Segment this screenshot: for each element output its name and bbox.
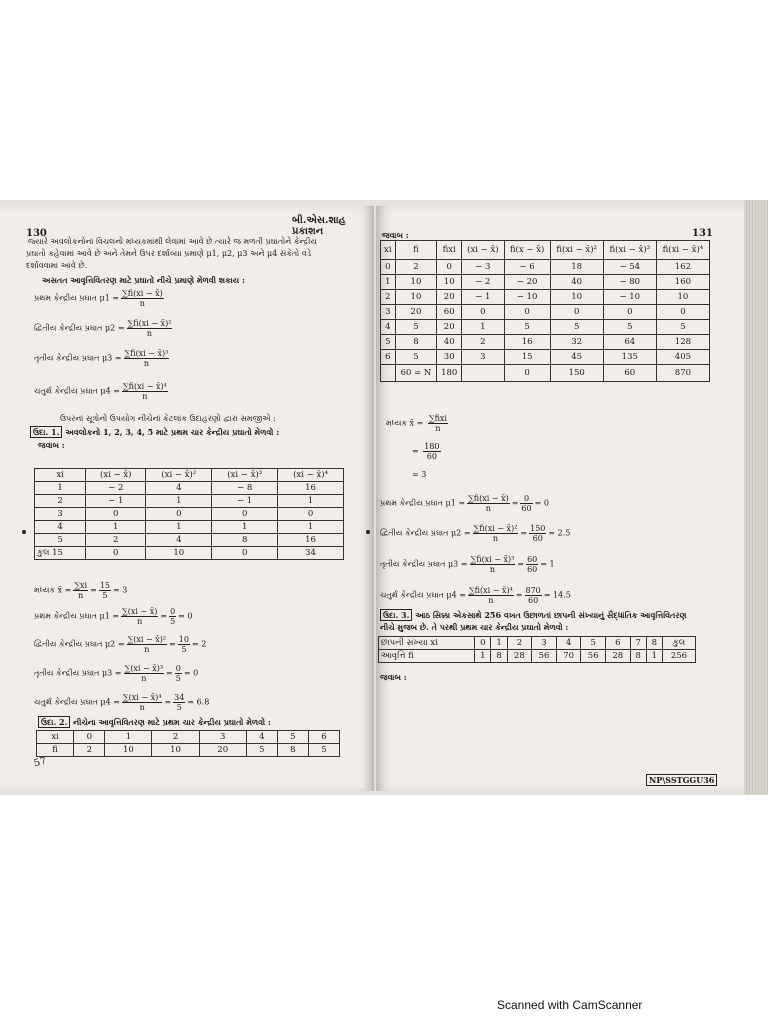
column-header: (xi − x̄)²	[146, 469, 212, 482]
table-cell: 70	[556, 650, 581, 663]
table-cell: 5	[395, 320, 437, 335]
table-cell: 0	[656, 305, 709, 320]
table-cell: − 10	[504, 290, 550, 305]
column-header: fi(x − x̄)	[504, 241, 550, 260]
example-2-text: નીચેના આવૃત્તિવિતરણ માટે પ્રથમ ચાર કેન્દ્રીય પ્રઘાતો મેળવો :	[73, 717, 271, 727]
table-cell: 405	[656, 350, 709, 365]
example-3-text: આઠ સિક્કા એકસાથે 256 વખત ઉછાળતાં છાપની સંખ્યાનું સૈદ્ધાંતિક આવૃત્તિવિતરણ	[415, 610, 687, 620]
total-cell	[462, 365, 505, 382]
table-cell: 0	[550, 305, 603, 320]
f-row	[379, 650, 696, 663]
result-formula: ચતુર્થ કેન્દ્રીય પ્રઘાત μ4 = $\frac{\text{∑(xi − x̄)⁴}}{n}$ = $\frac{34}{5}$ = 6.8	[34, 693, 210, 712]
intro-line-3: દર્શાવવામાં આવે છે.	[26, 261, 88, 270]
column-header: xi	[35, 469, 86, 482]
table-cell: 10	[395, 275, 437, 290]
table-cell: 2	[462, 335, 505, 350]
example-2-title	[38, 717, 271, 727]
table-cell: 1	[646, 650, 662, 663]
table-cell: 5	[395, 350, 437, 365]
book-spread	[0, 200, 768, 795]
table-cell: 128	[656, 335, 709, 350]
example-3-title	[380, 610, 686, 620]
moment-formula: તૃતીય કેન્દ્રીય પ્રઘાત μ3 = $\frac{\text{∑fi(xi − x̄)³}}{n}$	[34, 349, 169, 368]
table-cell: − 2	[86, 482, 146, 495]
table-cell: 5	[550, 320, 603, 335]
table-cell: 5	[656, 320, 709, 335]
table-cell: 1	[35, 482, 86, 495]
table-cell: 4	[146, 534, 212, 547]
table-cell: 10	[105, 744, 152, 757]
intro-line-2: પ્રઘાતો કહેવામાં આવે છે અને તેમને ઉપર દર્શાવ્યા પ્રમાણે μ1, μ2, μ3 અને μ4 સંકેતો વડે	[26, 249, 312, 258]
result-formula: તૃતીય કેન્દ્રીય પ્રઘાત μ3 = $\frac{\text{∑(xi − x̄)³}}{n}$ = $\frac{0}{5}$ = 0	[34, 664, 199, 683]
row-label: છાપની સંખ્યા xi	[379, 637, 475, 650]
column-header: fi(xi − x̄)⁴	[656, 241, 709, 260]
total-row	[35, 547, 344, 560]
table-cell: − 1	[86, 495, 146, 508]
bullet-dot	[366, 530, 370, 534]
table-cell: 8	[646, 637, 662, 650]
total-cell: 0	[86, 547, 146, 560]
right-page-number: 131	[692, 228, 713, 239]
table-cell: 18	[550, 260, 603, 275]
table-row	[35, 521, 344, 534]
scanner-watermark: Scanned with CamScanner	[497, 998, 643, 1012]
table-cell: 3	[532, 637, 557, 650]
mean-result: = 3	[412, 470, 427, 479]
column-header: xi	[381, 241, 396, 260]
table-cell: 8	[212, 534, 278, 547]
example-1-answer: જવાબ :	[38, 440, 65, 450]
table-cell: 0	[381, 260, 396, 275]
table-cell: 0	[475, 637, 491, 650]
table-cell: 0	[212, 508, 278, 521]
column-header: (xi − x̄)	[462, 241, 505, 260]
table-cell: 160	[656, 275, 709, 290]
column-header: fi(xi − x̄)²	[550, 241, 603, 260]
left-page-number: 130	[26, 228, 47, 239]
table-cell: 5	[277, 731, 308, 744]
total-cell: 60 = N	[395, 365, 437, 382]
table-cell: 4	[556, 637, 581, 650]
total-cell: 150	[550, 365, 603, 382]
total-cell: 870	[656, 365, 709, 382]
table-cell: 4	[146, 482, 212, 495]
left-page	[0, 206, 374, 791]
table-cell: 10	[152, 744, 199, 757]
table-cell: − 2	[462, 275, 505, 290]
table-cell: 10	[437, 275, 462, 290]
table-cell: 1	[86, 521, 146, 534]
moment-formula: ચતુર્થ કેન્દ્રીય પ્રઘાત μ4 = $\frac{\text{∑fi(xi − x̄)⁴}}{n}$	[34, 382, 167, 401]
moment-result: તૃતીય કેન્દ્રીય પ્રઘાત μ3 = $\frac{\text{∑fi(xi − x̄)³}}{n}$ = $\frac{60}{60}$ = 1	[380, 555, 555, 574]
table-cell: 0	[86, 508, 146, 521]
example-1-text: અવલોકનો 1, 2, 3, 4, 5 માટે પ્રથમ ચાર કેન્દ્રીય પ્રઘાતો મેળવો :	[65, 427, 280, 437]
table-cell: 1	[278, 495, 344, 508]
table-cell: 4	[246, 731, 277, 744]
table-row	[381, 350, 710, 365]
total-cell: 0	[212, 547, 278, 560]
table-cell: 16	[278, 534, 344, 547]
example-2-table	[36, 730, 340, 757]
table-cell: 5	[308, 744, 339, 757]
total-cell: 60	[603, 365, 656, 382]
table-cell: 0	[462, 305, 505, 320]
publisher-header: બી.એસ.શાહ પ્રકાશન	[292, 215, 346, 237]
example-2-label: ઉદા. 2.	[38, 716, 70, 728]
table-cell: 56	[532, 650, 557, 663]
table-row	[381, 290, 710, 305]
total-cell: 34	[278, 547, 344, 560]
result-formula: પ્રથમ કેન્દ્રીય પ્રઘાત μ1 = $\frac{\sum(xi - x̄)}{n}$ = $\frac{0}{5}$ = 0	[34, 607, 193, 626]
table-cell: 45	[550, 350, 603, 365]
table-cell: 4	[381, 320, 396, 335]
total-cell: 256	[662, 650, 695, 663]
table-cell: 16	[504, 335, 550, 350]
table-row	[35, 495, 344, 508]
mean-formula: મધ્યક x̄ = $\frac{\text{∑fixi}}{n}$	[386, 414, 447, 433]
column-header: fi(xi − x̄)³	[603, 241, 656, 260]
table-cell: 1	[212, 521, 278, 534]
moment-formula: દ્વિતીય કેન્દ્રીય પ્રઘાત μ2 = $\frac{\text{∑fi(xi − x̄)²}}{n}$	[34, 319, 172, 338]
table-cell: 1	[105, 731, 152, 744]
column-header: (xi − x̄)	[86, 469, 146, 482]
table-cell: 32	[550, 335, 603, 350]
example-3-text-2: નીચે મુજબ છે. તે પરથી પ્રથમ ચાર કેન્દ્રીય પ્રઘાતો મેળવો :	[380, 622, 569, 632]
table-cell: 2	[74, 744, 105, 757]
table-cell: 64	[603, 335, 656, 350]
moment-result: પ્રથમ કેન્દ્રીય પ્રઘાત μ1 = $\frac{\sum fi(xi - x̄)}{n}$ = $\frac{0}{60}$ = 0	[380, 494, 549, 513]
table-cell: 10	[395, 290, 437, 305]
table-cell: 20	[437, 320, 462, 335]
table-cell: 0	[278, 508, 344, 521]
table-cell: 0	[603, 305, 656, 320]
moment-result: ચતુર્થ કેન્દ્રીય પ્રઘાત μ4 = $\frac{\text{∑fi(xi − x̄)⁴}}{n}$ = $\frac{870}{60}$ = 14.5	[380, 586, 571, 605]
x-row	[379, 637, 696, 650]
table-row	[381, 335, 710, 350]
column-header: fi	[395, 241, 437, 260]
table-row	[381, 275, 710, 290]
table-cell: 6	[308, 731, 339, 744]
moment-formula: પ્રથમ કેન્દ્રીય પ્રઘાત μ1 = $\frac{\sum fi(xi - x̄)}{n}$	[34, 289, 163, 308]
table-cell: − 80	[603, 275, 656, 290]
table-row	[35, 508, 344, 521]
table-cell: 4	[35, 521, 86, 534]
table-cell: 1	[146, 495, 212, 508]
table-cell: 0	[437, 260, 462, 275]
table-cell: 1	[278, 521, 344, 534]
table-cell: 5	[35, 534, 86, 547]
table-cell: 1	[475, 650, 491, 663]
example-1-title	[30, 427, 279, 437]
table-cell: 2	[381, 290, 396, 305]
table-cell: 2	[86, 534, 146, 547]
table-cell: 56	[581, 650, 606, 663]
right-page	[376, 206, 744, 791]
total-cell: 180	[437, 365, 462, 382]
table-cell: 10	[656, 290, 709, 305]
total-row	[381, 365, 710, 382]
table-cell: 1	[462, 320, 505, 335]
table-cell: 6	[606, 637, 631, 650]
table-cell: 60	[437, 305, 462, 320]
table-cell: 5	[504, 320, 550, 335]
table-cell: 10	[550, 290, 603, 305]
total-cell: 0	[504, 365, 550, 382]
example-3-label: ઉદા. 3.	[380, 609, 412, 621]
table-cell: 6	[381, 350, 396, 365]
table-cell: 3	[199, 731, 246, 744]
total-cell: 10	[146, 547, 212, 560]
table-row	[381, 305, 710, 320]
table-cell: 20	[199, 744, 246, 757]
table-cell: − 3	[462, 260, 505, 275]
table-cell: 7	[630, 637, 646, 650]
table-header-row	[381, 241, 710, 260]
result-formula: મધ્યક x̄ = $\frac{\sum xi}{n}$ = $\frac{15}{5}$ = 3	[34, 581, 128, 600]
table-cell: 30	[437, 350, 462, 365]
table-cell: 1	[491, 637, 507, 650]
column-header: (xi − x̄)⁴	[278, 469, 344, 482]
table-cell: 3	[381, 305, 396, 320]
table-cell: 40	[550, 275, 603, 290]
result-formula: દ્વિતીય કેન્દ્રીય પ્રઘાત μ2 = $\frac{\text{∑(xi − x̄)²}}{n}$ = $\frac{10}{5}$ = 2	[34, 635, 207, 654]
table-cell: 0	[146, 508, 212, 521]
table-cell: 28	[606, 650, 631, 663]
column-header: fixi	[437, 241, 462, 260]
table-cell: 8	[395, 335, 437, 350]
table-cell: 15	[504, 350, 550, 365]
table-cell: 2	[395, 260, 437, 275]
table-cell: 135	[603, 350, 656, 365]
row-label: આવૃત્તિ fi	[379, 650, 475, 663]
table-cell: 8	[491, 650, 507, 663]
total-label: કુલ	[37, 548, 50, 558]
table-cell: 40	[437, 335, 462, 350]
table-cell: 8	[277, 744, 308, 757]
table-cell: 3	[462, 350, 505, 365]
table-row	[35, 534, 344, 547]
example-1-label: ઉદા. 1.	[30, 426, 62, 438]
example-3-answer: જવાબ :	[380, 672, 407, 682]
bullet-dot	[22, 530, 26, 534]
table-header-row	[35, 469, 344, 482]
example-1-table	[34, 468, 344, 560]
table-cell: 1	[381, 275, 396, 290]
table-cell: 5	[246, 744, 277, 757]
table-cell: − 10	[603, 290, 656, 305]
frequency-table	[380, 240, 710, 382]
f-row	[37, 744, 340, 757]
table-cell: − 1	[462, 290, 505, 305]
table-cell: 5	[603, 320, 656, 335]
table-row	[35, 482, 344, 495]
table-cell: − 1	[212, 495, 278, 508]
table-cell: − 20	[504, 275, 550, 290]
table-cell: 2	[35, 495, 86, 508]
intro-line-4: અસતત આવૃત્તિવિતરણ માટે પ્રઘાતો નીચે પ્રમાણે મેળવી શકાય :	[42, 275, 245, 285]
table-cell: 20	[395, 305, 437, 320]
table-cell: 20	[437, 290, 462, 305]
intro-line-1: જ્યારે અવલોકનોનાં વિચલનો મધ્યકમાંથી લેવામાં આવે છે ત્યારે જ મળતી પ્રઘાતોને કેન્દ્રીય	[28, 237, 317, 246]
table-row	[381, 320, 710, 335]
example-3-table	[378, 636, 696, 663]
table-cell: − 6	[504, 260, 550, 275]
row-label: fi	[37, 744, 74, 757]
table-cell: 0	[504, 305, 550, 320]
table-cell: 2	[507, 637, 532, 650]
column-header: (xi − x̄)³	[212, 469, 278, 482]
row-label: xi	[37, 731, 74, 744]
total-cell: કુલ 15	[35, 547, 86, 560]
table-cell: 2	[152, 731, 199, 744]
table-cell: 16	[278, 482, 344, 495]
table-cell: − 54	[603, 260, 656, 275]
table-cell: 8	[630, 650, 646, 663]
table-cell: 1	[146, 521, 212, 534]
book-code: NP\SSTGGU36	[646, 774, 717, 786]
total-label: કુલ	[662, 637, 695, 650]
mean-step: = $\frac{180}{60}$	[412, 442, 440, 461]
margin-mark: 57	[32, 755, 48, 770]
table-cell: 5	[581, 637, 606, 650]
table-cell: 5	[381, 335, 396, 350]
usage-note: ઉપરનાં સૂત્રોનો ઉપયોગ નીચેનાં કેટલાંક ઉદાહરણો દ્વારા સમજીએ :	[60, 414, 276, 423]
page-edges	[744, 200, 768, 795]
table-cell: 3	[35, 508, 86, 521]
table-cell: 28	[507, 650, 532, 663]
moment-result: દ્વિતીય કેન્દ્રીય પ્રઘાત μ2 = $\frac{\text{∑fi(xi − x̄)²}}{n}$ = $\frac{150}{60}$ = 2.5	[380, 524, 571, 543]
x-row	[37, 731, 340, 744]
table-row	[381, 260, 710, 275]
table-cell: − 8	[212, 482, 278, 495]
table-cell: 0	[74, 731, 105, 744]
right-answer-label: જવાબ :	[382, 230, 409, 240]
table-cell: 162	[656, 260, 709, 275]
total-cell	[381, 365, 396, 382]
